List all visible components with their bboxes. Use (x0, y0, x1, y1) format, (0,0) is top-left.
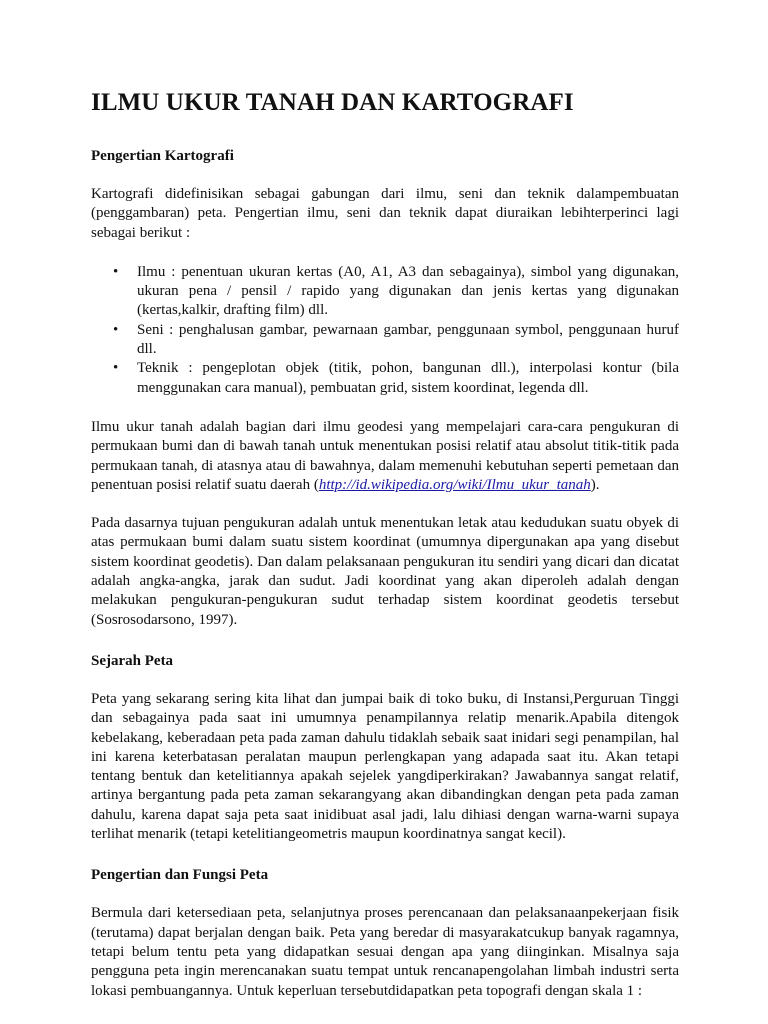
paragraph-sejarah-peta: Peta yang sekarang sering kita lihat dan jumpai baik di toko buku, di Instansi,Perguruan Tinggi dan sebagainya pada saat ini umumnya penampilannya relatip menarik.Apabila ditengok kebelakang, keberadaan peta pada zaman dahulu tidaklah sebaik saat inidari segi penampilan, hal ini karena keterbatasan peralatan maupun perlengkapan yang adapada saat itu. Akan tetapi tentang bentuk dan ketelitiannya apakah sejelek yangdiperkirakan? Jawabannya sangat relatif, artinya bergantung pada peta zaman sekarangyang akan dibandingkan dengan peta pada zaman dahulu, karena dapat saja peta saat inidibuat asal jadi, lalu dihiasi dengan warna-warni supaya terlihat menarik (tetapi ketelitiangeometris maupun koordinatnya sangat kecil). (91, 690, 679, 843)
bullet-icon: • (113, 321, 119, 338)
kartografi-bullet-list (91, 263, 679, 398)
paragraph-kartografi-intro: Kartografi didefinisikan sebagai gabungan dari ilmu, seni dan teknik dalampembuatan (penggambaran) peta. Pengertian ilmu, seni dan teknik dapat diuraikan lebihterperinci lagi sebagai berikut : (91, 186, 679, 241)
bullet-icon: • (113, 263, 119, 280)
heading-sejarah-peta: Sejarah Peta (91, 652, 174, 669)
heading-pengertian-fungsi-peta: Pengertian dan Fungsi Peta (91, 867, 269, 884)
paragraph-fungsi-peta: Bermula dari ketersediaan peta, selanjutnya proses perencanaan dan pelaksanaanpekerjaan fisik (terutama) dapat berjalan dengan baik. Peta yang beredar di masyarakatcukup banyak ragamnya, tetapi belum tentu peta yang didapatkan sesuai dengan apa yang diinginkan. Misalnya saja pengguna peta ingin merencanakan suatu tempat untuk rencanapengolahan limbah industri serta lokasi pembuangannya. Untuk keperluan tersebutdidapatkan peta topografi dengan skala 1 : (91, 905, 679, 999)
paragraph-ilmu-ukur-tanah (91, 418, 679, 495)
list-item-text: Seni : penghalusan gambar, pewarnaan gambar, penggunaan symbol, penggunaan huruf dll. (137, 321, 679, 358)
heading-pengertian-kartografi: Pengertian Kartografi (91, 148, 234, 164)
list-item (113, 321, 679, 360)
paragraph-tujuan-pengukuran: Pada dasarnya tujuan pengukuran adalah untuk menentukan letak atau kedudukan suatu obyek di atas permukaan bumi dalam suatu sistem koordinat (umumnya dipergunakan apa yang disebut sistem koordinat geodetis). Dan dalam pelaksanaan pengukuran itu sendiri yang dicari dan dicatat adalah angka-angka, jarak dan sudut. Jadi koordinat yang akan diperoleh adalah dengan melakukan pengukuran-pengukuran sudut terhadap sistem koordinat geodetis tersebut (Sosrosodarsono, 1997). (91, 515, 679, 628)
list-item-text: Teknik : pengeplotan objek (titik, pohon, bangunan dll.), interpolasi kontur (bila menggunakan cara manual), pembuatan grid, sistem koordinat, legenda dll. (137, 360, 679, 396)
list-item (113, 263, 679, 321)
document-page (91, 88, 679, 1001)
list-item-text: Ilmu : penentuan ukuran kertas (A0, A1, A3 dan sebagainya), simbol yang digunakan, ukuran pena / pensil / rapido yang digunakan dan jenis kertas yang digunakan (kertas,kalkir, drafting film) dll. (137, 263, 679, 319)
paragraph-ilmu-ukur-tanah-text: Ilmu ukur tanah adalah bagian dari ilmu geodesi yang mempelajari cara-cara pengukuran di permukaan bumi dan di bawah tanah untuk menentukan posisi relatif atau absolut titik-titik pada permukaan tanah, di atasnya atau di bawahnya, dalam memenuhi kebutuhan seperti pemetaan dan penentuan posisi relatif suatu daerah ( (91, 418, 679, 493)
wikipedia-link[interactable]: http://id.wikipedia.org/wiki/Ilmu_ukur_tanah (318, 476, 591, 493)
bullet-icon: • (113, 360, 119, 377)
paragraph-ilmu-ukur-tanah-end: ). (590, 476, 600, 493)
document-title: ILMU UKUR TANAH DAN KARTOGRAFI (91, 89, 574, 116)
list-item (113, 359, 679, 398)
